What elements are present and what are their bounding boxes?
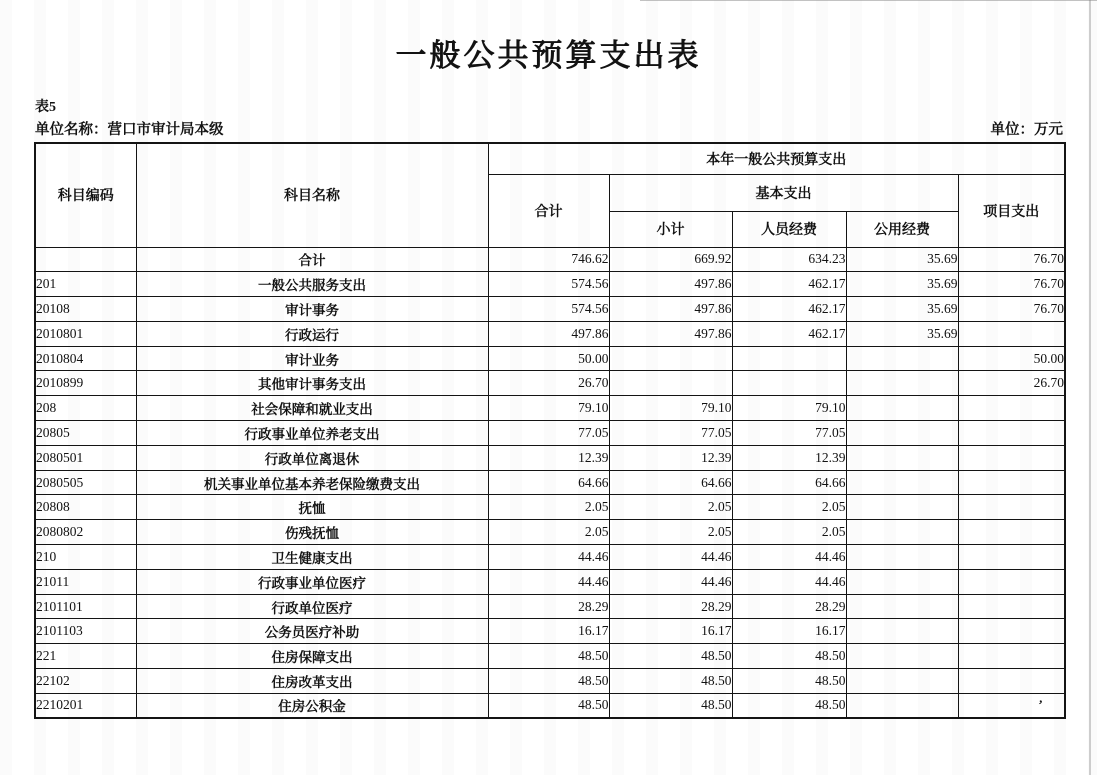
- cell-subject-name: 伤残抚恤: [136, 520, 488, 545]
- cell-subject-name: 住房保障支出: [136, 644, 488, 669]
- budget-expenditure-table: [34, 142, 1066, 719]
- cell-subtotal: 497.86: [609, 272, 732, 297]
- table-row: [35, 669, 1065, 694]
- cell-public-funds: [846, 396, 958, 421]
- cell-subject-name: 行政单位离退休: [136, 445, 488, 470]
- cell-total: 48.50: [488, 693, 609, 718]
- cell-subject-code: 20805: [35, 421, 136, 446]
- cell-subtotal: 48.50: [609, 669, 732, 694]
- cell-public-funds: [846, 445, 958, 470]
- cell-total: 48.50: [488, 669, 609, 694]
- cell-public-funds: [846, 594, 958, 619]
- col-header-project-expenditure: 项目支出: [958, 174, 1065, 247]
- cell-subject-name: 卫生健康支出: [136, 545, 488, 570]
- cell-total: 48.50: [488, 644, 609, 669]
- cell-project-expenditure: 50.00: [958, 346, 1065, 371]
- stray-scan-mark: ’: [1036, 697, 1044, 713]
- cell-personnel-funds: 2.05: [732, 520, 846, 545]
- scan-artifact-top-edge: [640, 0, 1097, 1]
- cell-subject-code: 2210201: [35, 693, 136, 718]
- cell-personnel-funds: 48.50: [732, 669, 846, 694]
- cell-subject-name: 审计业务: [136, 346, 488, 371]
- cell-subtotal: 2.05: [609, 520, 732, 545]
- cell-subtotal: [609, 371, 732, 396]
- cell-subject-name: 合计: [136, 247, 488, 272]
- cell-subject-code: 2010801: [35, 321, 136, 346]
- cell-project-expenditure: [958, 669, 1065, 694]
- cell-subject-name: 抚恤: [136, 495, 488, 520]
- table-header: [35, 143, 1065, 247]
- cell-total: 44.46: [488, 545, 609, 570]
- cell-personnel-funds: [732, 371, 846, 396]
- unit-measure-label: 单位：万元: [990, 122, 1063, 138]
- cell-subtotal: 64.66: [609, 470, 732, 495]
- cell-total: 2.05: [488, 520, 609, 545]
- cell-public-funds: [846, 569, 958, 594]
- cell-personnel-funds: 462.17: [732, 321, 846, 346]
- table-row: [35, 495, 1065, 520]
- cell-subtotal: 28.29: [609, 594, 732, 619]
- cell-personnel-funds: 2.05: [732, 495, 846, 520]
- cell-total: 64.66: [488, 470, 609, 495]
- cell-project-expenditure: [958, 594, 1065, 619]
- cell-subtotal: 497.86: [609, 321, 732, 346]
- cell-public-funds: 35.69: [846, 297, 958, 322]
- cell-project-expenditure: 76.70: [958, 247, 1065, 272]
- cell-project-expenditure: 26.70: [958, 371, 1065, 396]
- cell-total: 574.56: [488, 297, 609, 322]
- cell-subject-name: 一般公共服务支出: [136, 272, 488, 297]
- cell-subject-code: 2080505: [35, 470, 136, 495]
- cell-subtotal: 44.46: [609, 569, 732, 594]
- cell-personnel-funds: 64.66: [732, 470, 846, 495]
- cell-subject-code: 208: [35, 396, 136, 421]
- table-row: [35, 421, 1065, 446]
- cell-subtotal: 48.50: [609, 644, 732, 669]
- cell-subject-code: 2010804: [35, 346, 136, 371]
- cell-subject-name: 行政事业单位医疗: [136, 569, 488, 594]
- cell-personnel-funds: [732, 346, 846, 371]
- cell-subtotal: 44.46: [609, 545, 732, 570]
- cell-subject-name: 行政运行: [136, 321, 488, 346]
- table-number-label: 表5: [35, 100, 56, 115]
- cell-subject-code: 20808: [35, 495, 136, 520]
- cell-personnel-funds: 16.17: [732, 619, 846, 644]
- table-row: [35, 594, 1065, 619]
- col-header-subject-name: 科目名称: [136, 143, 488, 247]
- cell-project-expenditure: [958, 644, 1065, 669]
- cell-project-expenditure: 76.70: [958, 272, 1065, 297]
- cell-subject-code: 210: [35, 545, 136, 570]
- cell-personnel-funds: 44.46: [732, 545, 846, 570]
- col-header-basic-expenditure-group: 基本支出: [609, 174, 958, 211]
- cell-personnel-funds: 48.50: [732, 693, 846, 718]
- cell-subject-code: 201: [35, 272, 136, 297]
- cell-public-funds: [846, 470, 958, 495]
- table-row: [35, 693, 1065, 718]
- col-header-personnel-funds: 人员经费: [732, 211, 846, 247]
- cell-subtotal: 12.39: [609, 445, 732, 470]
- cell-subject-code: 2080501: [35, 445, 136, 470]
- cell-personnel-funds: 77.05: [732, 421, 846, 446]
- cell-public-funds: [846, 669, 958, 694]
- cell-personnel-funds: 462.17: [732, 297, 846, 322]
- cell-subtotal: 77.05: [609, 421, 732, 446]
- cell-total: 28.29: [488, 594, 609, 619]
- table-row: [35, 396, 1065, 421]
- cell-total: 2.05: [488, 495, 609, 520]
- cell-public-funds: [846, 495, 958, 520]
- table-row: [35, 644, 1065, 669]
- cell-subject-code: 2080802: [35, 520, 136, 545]
- cell-total: 497.86: [488, 321, 609, 346]
- cell-personnel-funds: 48.50: [732, 644, 846, 669]
- cell-total: 746.62: [488, 247, 609, 272]
- page-title: 一般公共预算支出表: [395, 38, 702, 73]
- cell-public-funds: 35.69: [846, 321, 958, 346]
- col-header-subtotal: 小计: [609, 211, 732, 247]
- cell-subtotal: [609, 346, 732, 371]
- cell-subject-name: 机关事业单位基本养老保险缴费支出: [136, 470, 488, 495]
- table-row: [35, 619, 1065, 644]
- cell-subtotal: 48.50: [609, 693, 732, 718]
- cell-total: 79.10: [488, 396, 609, 421]
- cell-subtotal: 16.17: [609, 619, 732, 644]
- cell-public-funds: [846, 619, 958, 644]
- cell-subtotal: 497.86: [609, 297, 732, 322]
- cell-project-expenditure: 76.70: [958, 297, 1065, 322]
- cell-subject-code: 20108: [35, 297, 136, 322]
- cell-total: 12.39: [488, 445, 609, 470]
- cell-public-funds: [846, 346, 958, 371]
- cell-subject-code: 22102: [35, 669, 136, 694]
- cell-total: 574.56: [488, 272, 609, 297]
- cell-personnel-funds: 12.39: [732, 445, 846, 470]
- cell-public-funds: [846, 371, 958, 396]
- cell-public-funds: [846, 545, 958, 570]
- cell-project-expenditure: [958, 495, 1065, 520]
- cell-subject-name: 住房公积金: [136, 693, 488, 718]
- cell-subject-code: 221: [35, 644, 136, 669]
- scan-artifact-right-edge: [1089, 0, 1091, 775]
- cell-subject-code: 2101101: [35, 594, 136, 619]
- table-row: [35, 569, 1065, 594]
- table-row: [35, 371, 1065, 396]
- cell-public-funds: [846, 421, 958, 446]
- cell-project-expenditure: [958, 569, 1065, 594]
- cell-public-funds: [846, 644, 958, 669]
- unit-name-label: 单位名称：营口市审计局本级: [35, 122, 224, 138]
- col-header-current-year-group: 本年一般公共预算支出: [488, 143, 1065, 174]
- cell-project-expenditure: [958, 321, 1065, 346]
- cell-personnel-funds: 28.29: [732, 594, 846, 619]
- table-row: [35, 247, 1065, 272]
- cell-total: 16.17: [488, 619, 609, 644]
- table-row: [35, 545, 1065, 570]
- cell-subject-code: 2010899: [35, 371, 136, 396]
- table-row: [35, 520, 1065, 545]
- cell-project-expenditure: [958, 421, 1065, 446]
- cell-subject-name: 行政单位医疗: [136, 594, 488, 619]
- cell-subject-name: 住房改革支出: [136, 669, 488, 694]
- cell-subject-name: 行政事业单位养老支出: [136, 421, 488, 446]
- table-row: [35, 470, 1065, 495]
- cell-personnel-funds: 79.10: [732, 396, 846, 421]
- cell-project-expenditure: [958, 445, 1065, 470]
- cell-total: 44.46: [488, 569, 609, 594]
- cell-public-funds: 35.69: [846, 272, 958, 297]
- cell-project-expenditure: [958, 470, 1065, 495]
- cell-subject-name: 社会保障和就业支出: [136, 396, 488, 421]
- table-row: [35, 297, 1065, 322]
- cell-public-funds: [846, 520, 958, 545]
- table-row: [35, 321, 1065, 346]
- cell-subject-name: 其他审计事务支出: [136, 371, 488, 396]
- cell-total: 26.70: [488, 371, 609, 396]
- cell-project-expenditure: [958, 693, 1065, 718]
- cell-total: 77.05: [488, 421, 609, 446]
- cell-project-expenditure: [958, 545, 1065, 570]
- cell-subject-code: [35, 247, 136, 272]
- cell-subtotal: 669.92: [609, 247, 732, 272]
- cell-subject-name: 审计事务: [136, 297, 488, 322]
- cell-total: 50.00: [488, 346, 609, 371]
- cell-subject-code: 21011: [35, 569, 136, 594]
- col-header-total: 合计: [488, 174, 609, 247]
- table-row: [35, 346, 1065, 371]
- table-body: [35, 247, 1065, 718]
- cell-subject-code: 2101103: [35, 619, 136, 644]
- col-header-subject-code: 科目编码: [35, 143, 136, 247]
- cell-personnel-funds: 634.23: [732, 247, 846, 272]
- col-header-public-funds: 公用经费: [846, 211, 958, 247]
- table-row: [35, 272, 1065, 297]
- cell-project-expenditure: [958, 619, 1065, 644]
- cell-public-funds: [846, 693, 958, 718]
- cell-project-expenditure: [958, 520, 1065, 545]
- cell-personnel-funds: 44.46: [732, 569, 846, 594]
- cell-subtotal: 79.10: [609, 396, 732, 421]
- table-row: [35, 445, 1065, 470]
- meta-row: [35, 118, 1063, 139]
- cell-subtotal: 2.05: [609, 495, 732, 520]
- cell-personnel-funds: 462.17: [732, 272, 846, 297]
- cell-public-funds: 35.69: [846, 247, 958, 272]
- cell-project-expenditure: [958, 396, 1065, 421]
- cell-subject-name: 公务员医疗补助: [136, 619, 488, 644]
